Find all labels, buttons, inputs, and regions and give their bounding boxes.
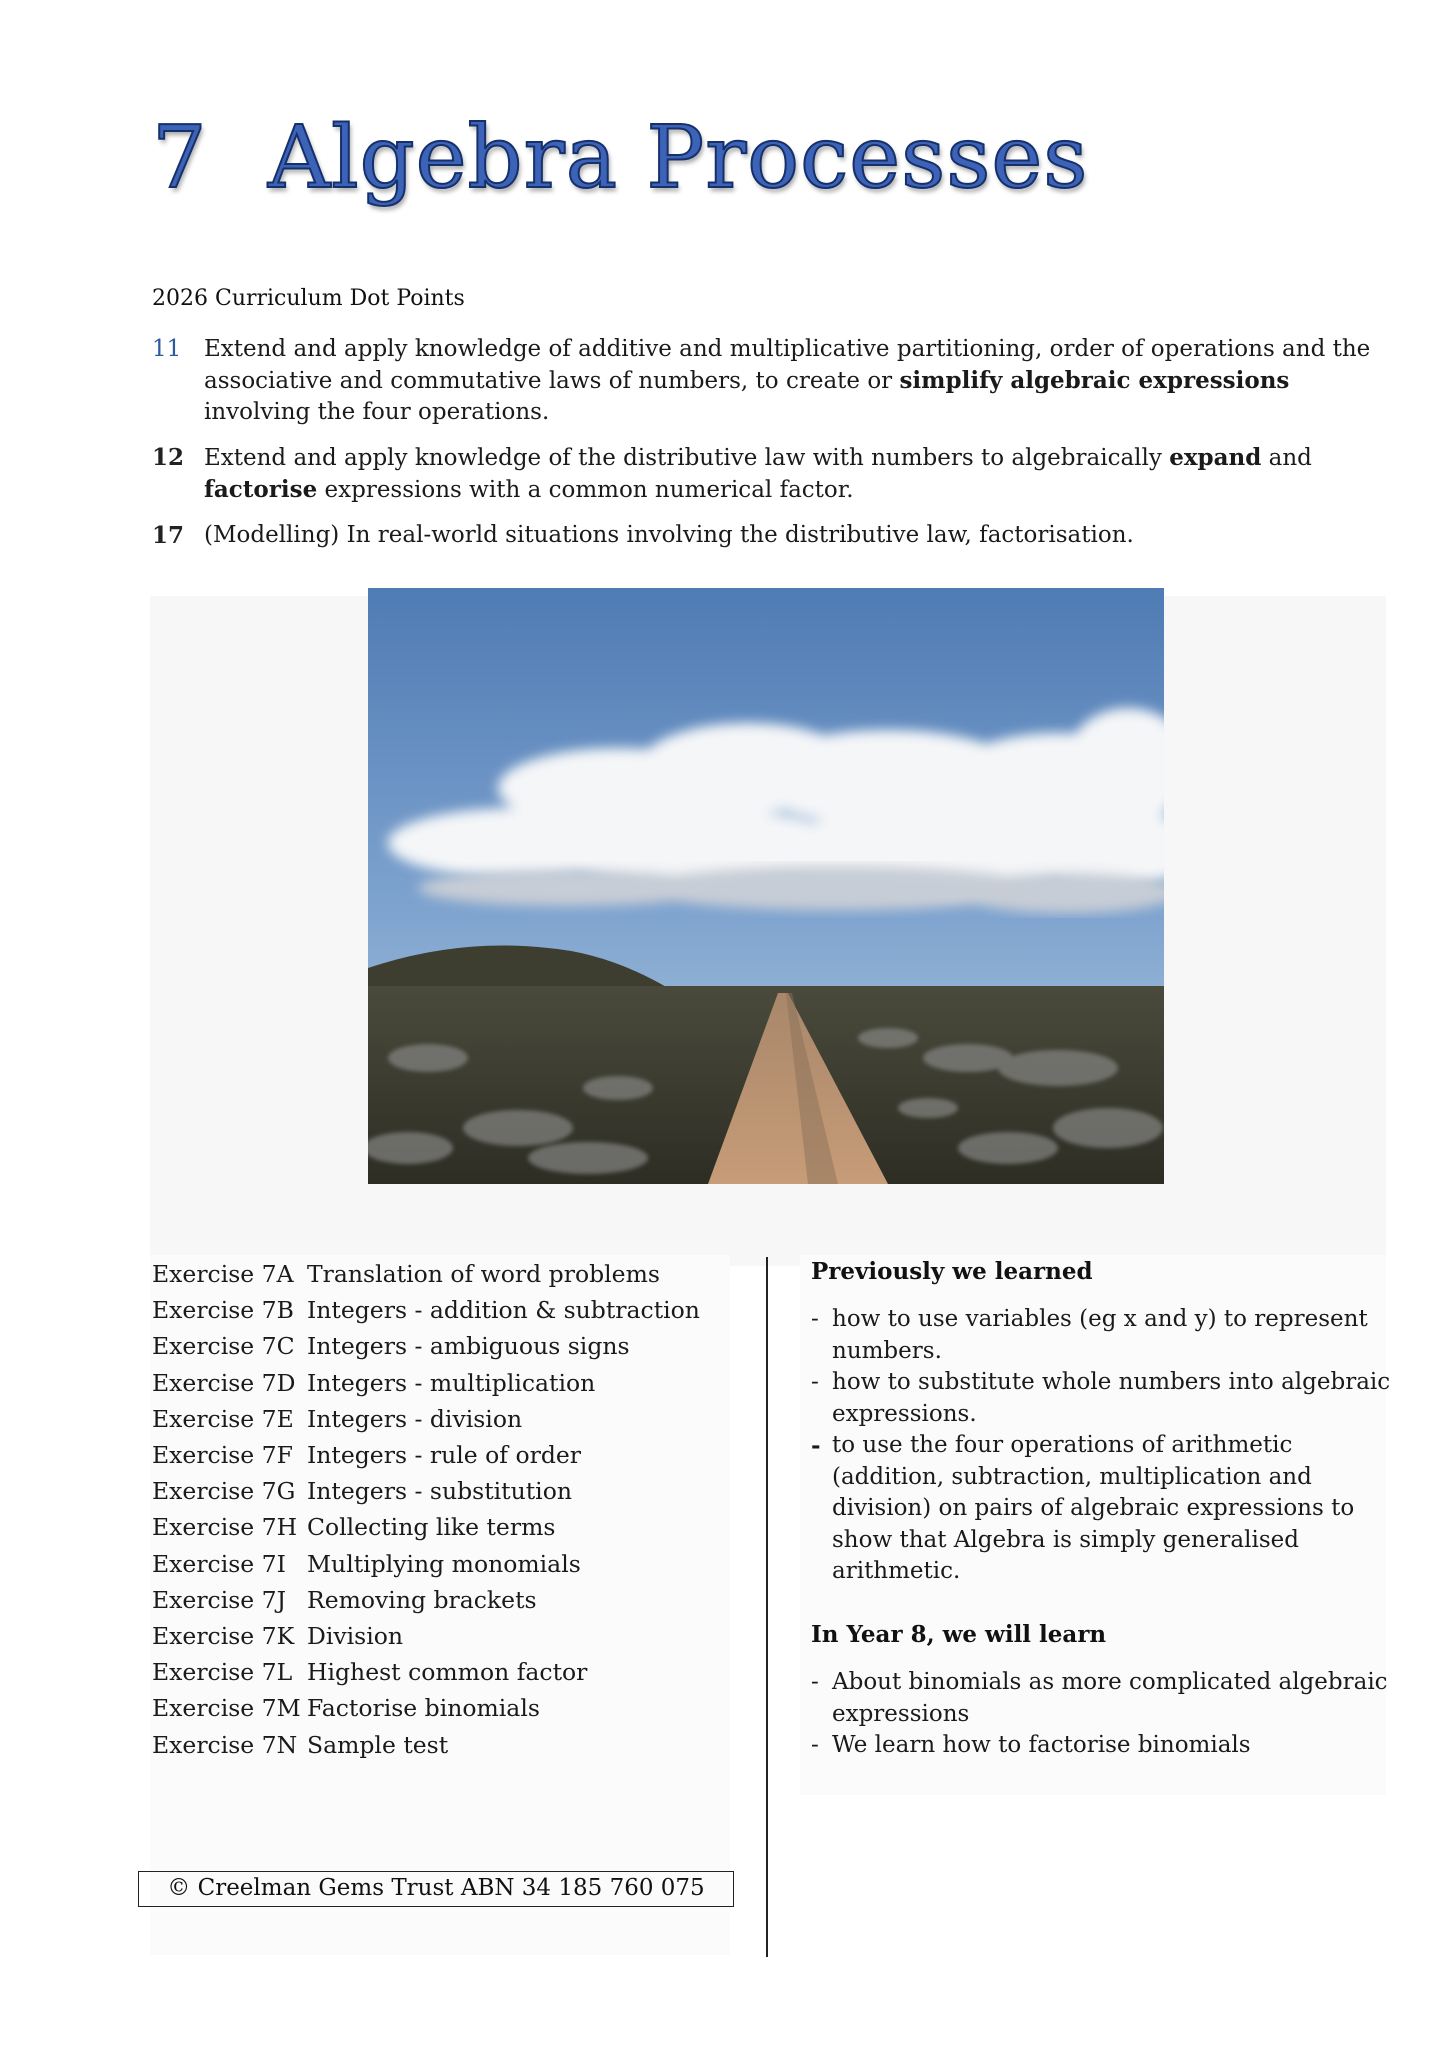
- exercise-row[interactable]: [152, 1328, 700, 1364]
- exercise-list: [152, 1256, 700, 1763]
- dot-point-number: 11: [152, 336, 182, 362]
- curriculum-dot-points: [152, 334, 1382, 565]
- exercise-row[interactable]: [152, 1654, 700, 1690]
- exercise-title: Integers - ambiguous signs: [307, 1332, 630, 1361]
- exercise-row[interactable]: [152, 1437, 700, 1473]
- bullet-item: [811, 1730, 1391, 1762]
- dot-point-text: Extend and apply knowledge of the distributive law with numbers to algebraically expand and factorise expressions with a common numerical factor.: [204, 444, 1312, 503]
- bullet-dash: -: [811, 1432, 821, 1459]
- exercise-title: Multiplying monomials: [307, 1549, 581, 1578]
- exercise-row[interactable]: [152, 1726, 700, 1762]
- exercise-row[interactable]: [152, 1618, 700, 1654]
- dot-point-17: [152, 520, 1382, 551]
- bullet-text: About binomials as more complicated algebraic expressions: [832, 1669, 1388, 1727]
- exercise-row[interactable]: [152, 1509, 700, 1545]
- previously-list: [811, 1304, 1391, 1588]
- exercise-title: Translation of word problems: [307, 1260, 660, 1289]
- exercise-title: Factorise binomials: [307, 1694, 540, 1723]
- column-divider: [766, 1257, 768, 1957]
- exercise-code: Exercise 7E: [152, 1404, 294, 1433]
- bullet-item: [811, 1367, 1391, 1430]
- chapter-name: Algebra Processes: [268, 108, 1089, 208]
- exercise-title: Sample test: [307, 1730, 449, 1759]
- exercise-row[interactable]: [152, 1690, 700, 1726]
- exercise-code: Exercise 7L: [152, 1658, 293, 1687]
- exercise-code: Exercise 7G: [152, 1477, 296, 1506]
- bullet-item: [811, 1430, 1391, 1588]
- exercise-code: Exercise 7I: [152, 1549, 286, 1578]
- exercise-title: Integers - substitution: [307, 1477, 572, 1506]
- exercise-title: Division: [307, 1621, 404, 1650]
- dot-point-11: [152, 334, 1382, 428]
- exercise-row[interactable]: [152, 1473, 700, 1509]
- curriculum-heading: 2026 Curriculum Dot Points: [152, 286, 465, 311]
- exercise-code: Exercise 7K: [152, 1621, 295, 1650]
- exercise-title: Integers - addition & subtraction: [307, 1296, 700, 1325]
- dot-point-text: (Modelling) In real-world situations involving the distributive law, factorisation.: [204, 522, 1134, 548]
- exercise-code: Exercise 7C: [152, 1332, 295, 1361]
- bullet-dash: -: [811, 1306, 819, 1332]
- exercise-title: Integers - multiplication: [307, 1368, 596, 1397]
- bullet-text: We learn how to factorise binomials: [832, 1732, 1251, 1758]
- dot-point-number: 12: [152, 444, 185, 471]
- year8-heading: In Year 8, we will learn: [811, 1621, 1107, 1648]
- chapter-number: 7: [152, 108, 208, 208]
- exercise-code: Exercise 7F: [152, 1441, 293, 1470]
- exercise-code: Exercise 7A: [152, 1260, 294, 1289]
- chapter-title: [152, 108, 1088, 208]
- copyright-box: © Creelman Gems Trust ABN 34 185 760 075: [138, 1871, 734, 1907]
- dot-point-number: 17: [152, 522, 185, 549]
- year8-list: [811, 1667, 1391, 1762]
- exercise-code: Exercise 7N: [152, 1730, 298, 1759]
- exercise-title: Integers - rule of order: [307, 1441, 582, 1470]
- bullet-text: how to use variables (eg x and y) to represent numbers.: [832, 1306, 1368, 1364]
- exercise-row[interactable]: [152, 1365, 700, 1401]
- landscape-photo: [368, 588, 1164, 1184]
- exercise-row[interactable]: [152, 1292, 700, 1328]
- exercise-title: Removing brackets: [307, 1585, 537, 1614]
- bullet-text: how to substitute whole numbers into algebraic expressions.: [832, 1369, 1391, 1427]
- exercise-code: Exercise 7D: [152, 1368, 296, 1397]
- exercise-title: Collecting like terms: [307, 1513, 556, 1542]
- exercise-row[interactable]: [152, 1546, 700, 1582]
- exercise-row[interactable]: [152, 1256, 700, 1292]
- exercise-code: Exercise 7B: [152, 1296, 294, 1325]
- bullet-item: [811, 1667, 1391, 1730]
- bullet-dash: -: [811, 1732, 819, 1758]
- bullet-item: [811, 1304, 1391, 1367]
- bullet-text: to use the four operations of arithmetic (addition, subtraction, multiplication and division) on pairs of algebraic expressions to show that Algebra is simply generalised arithmetic.: [832, 1432, 1355, 1584]
- dot-point-text: Extend and apply knowledge of additive and multiplicative partitioning, order of operations and the associative and commutative laws of numbers, to create or simplify algebraic expressions involving the four operations.: [204, 336, 1371, 425]
- dot-point-12: [152, 442, 1382, 506]
- bullet-dash: -: [811, 1669, 819, 1695]
- bullet-dash: -: [811, 1369, 819, 1395]
- exercise-title: Integers - division: [307, 1404, 523, 1433]
- exercise-code: Exercise 7H: [152, 1513, 298, 1542]
- exercise-code: Exercise 7J: [152, 1585, 287, 1614]
- exercise-row[interactable]: [152, 1582, 700, 1618]
- exercise-code: Exercise 7M: [152, 1694, 301, 1723]
- previously-heading: Previously we learned: [811, 1258, 1093, 1285]
- exercise-title: Highest common factor: [307, 1658, 588, 1687]
- exercise-row[interactable]: [152, 1401, 700, 1437]
